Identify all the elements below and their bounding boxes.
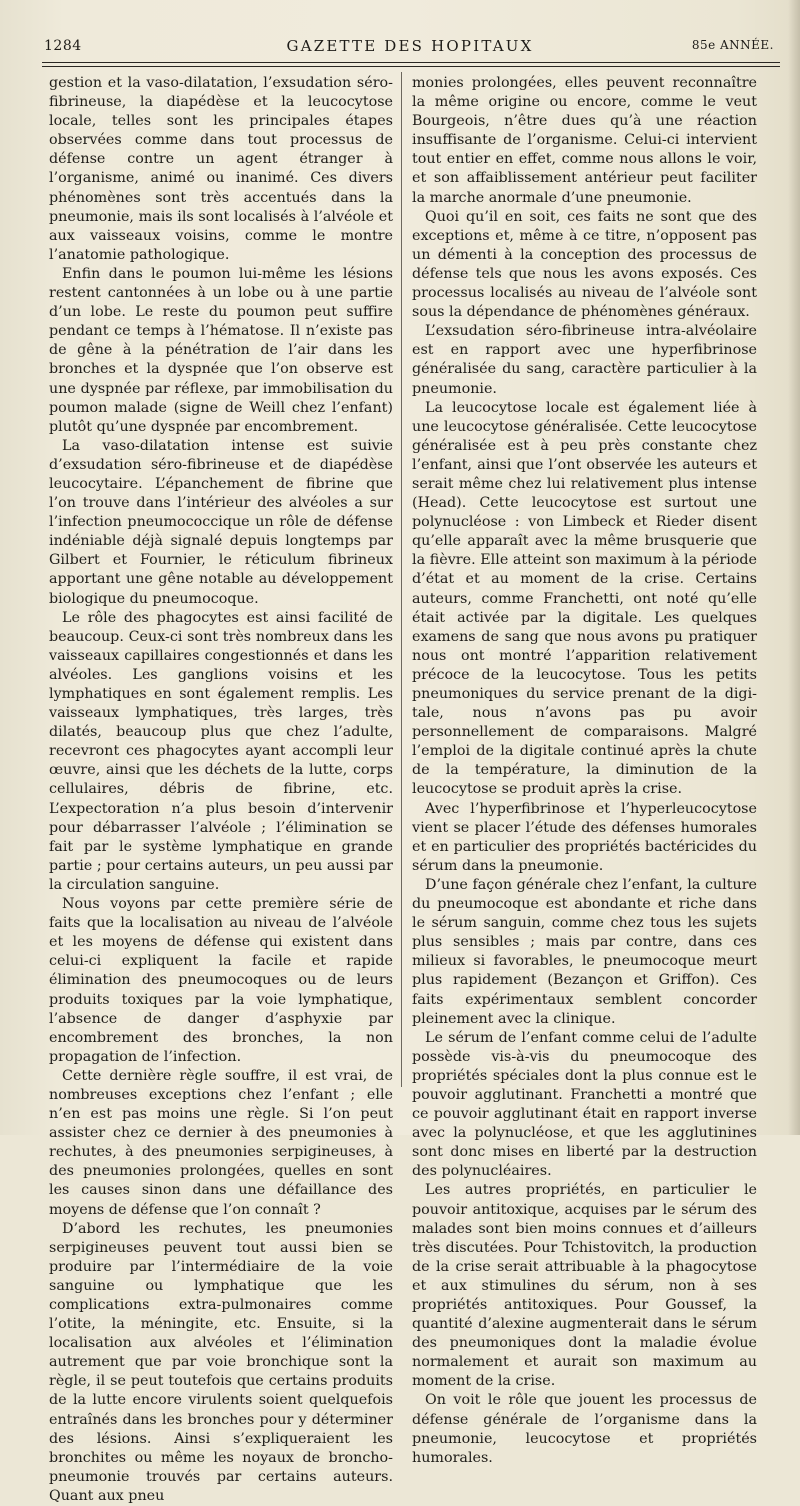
right-column [412,74,757,1468]
year-label: 85e ANNÉE. [691,38,774,52]
paragraph: La leucocytose locale est également liée à une leucocytose généralisée. Cette leucocytose généralisée est à peu près constante chez l’enfant, ainsi que l’ont observée les auteurs et serait même chez lui relativement plus intense (Head). Cette leucocytose est surtout une polynucléose : von Limbeck et Rieder disent qu’elle apparaît avec la même brusquerie que la fièvre. Elle atteint son maximum à la période d’état et au moment de la crise. Certains auteurs, comme Franchetti, ont noté qu’elle était activée par la digitale. Les quelques examens de sang que nous avons pu pratiquer nous ont montré l’apparition relativement précoce de la leucocytose. Tous les petits pneumoniques du service prenant de la digitale, nous n’avons pas pu avoir personnellement de comparaisons. Malgré l’emploi de la digitale continué après la chute de la température, la diminution de la leucocytose se produit après la crise. [412,399,757,798]
page-number: 1284 [44,38,82,54]
journal-title: GAZETTE DES HOPITAUX [286,37,534,55]
header-rule-thin [42,66,780,67]
paragraph: Cette dernière règle souffre, il est vrai, de nombreuses exceptions chez l’enfant ; elle n’en est pas moins une règle. Si l’on peut assister chez ce dernier à des pneumonies à rechutes, à des pneumonies serpigineuses, à des pneumonies prolongées, quelles en sont les causes sinon dans une défaillance des moyens de défense que l’on connaît ? [49,1067,393,1218]
paragraph: L’exsudation séro-fibrineuse intra-alvéolaire est en rapport avec une hyperfibrinose généralisée du sang, caractère particulier à la pneumonie. [412,323,757,397]
paragraph: La vaso-dilatation intense est suivie d’exsudation séro-fibrineuse et de diapédèse leucocytaire. L’épanchement de fibrine que l’on trouve dans l’intérieur des alvéoles a sur l’infection pneumococcique un rôle de défense indéniable déjà signalé depuis longtemps par Gilbert et Fournier, le réticulum fibrineux apportant une gêne notable au développement biologique du pneumocoque. [49,437,393,607]
paragraph: D’une façon générale chez l’enfant, la culture du pneumocoque est abondante et riche dans le sérum sanguin, comme chez tous les sujets plus sensibles ; mais par contre, dans ces milieux si favorables, le pneumocoque meurt plus rapidement (Bezançon et Griffon). Ces faits expérimentaux semblent concorder pleinement avec la clinique. [412,876,757,1027]
paragraph: Le sérum de l’enfant comme celui de l’adulte possède vis-à-vis du pneumocoque des propriétés spéciales dont la plus connue est le pouvoir agglutinant. Franchetti a montré que ce pouvoir agglutinant était en rapport inverse avec la polynucléose, et que les agglutinines sont donc mises en liberté par la destruction des polynucléaires. [412,1029,757,1180]
paragraph: D’abord les rechutes, les pneumonies serpigineuses peuvent tout aussi bien se produire par l’intermédiaire de la voie sanguine ou lymphatique que les complications extra-pulmonaires comme l’otite, la méningite, etc. Ensuite, si la localisation aux alvéoles et l’élimination autrement que par voie bronchique sont la règle, il se peut toutefois que certains produits de la lutte encore virulents soient quelquefois entraînés dans les bronches pour y déterminer des lésions. Ainsi s’expliqueraient les bronchites ou même les noyaux de broncho-pneumonie trouvés par certains auteurs. Quant aux pneu [49,1220,393,1504]
page-header [40,34,780,60]
page-edge-shadow [788,0,800,1135]
paragraph: Nous voyons par cette première série de faits que la localisation au niveau de l’alvéole et les moyens de défense qui existent dans celui-ci expliquent la facile et rapide élimination des pneumocoques ou de leurs produits toxiques par la voie lymphatique, l’absence de danger d’asphyxie par encombrement des bronches, la non propagation de l’infection. [49,896,393,1065]
paragraph: Les autres propriétés, en particulier le pouvoir antitoxique, acquises par le sérum des malades sont bien moins connues et d’ailleurs très discutées. Pour Tchistovitch, la production de la crise serait attribuable à la phagocytose et aux stimulines du sérum, non à ses propriétés antitoxiques. Pour Goussef, la quantité d’alexine augmenterait dans le sérum des pneumoniques dont la maladie évolue normalement et aurait son maximum au moment de la crise. [412,1182,757,1390]
paragraph: Enfin dans le poumon lui-même les lésions restent cantonnées à un lobe ou à une partie d’un lobe. Le reste du poumon peut suffire pendant ce temps à l’hématose. Il n’existe pas de gêne à la pénétration de l’air dans les bronches et la dyspnée que l’on observe est une dyspnée par réflexe, par immobilisation du poumon malade (signe de Weill chez l’enfant) plutôt qu’une dyspnée par encombrement. [49,265,393,435]
paragraph: monies prolongées, elles peuvent reconnaître la même origine ou encore, comme le veut Bourgeois, n’être dues qu’à une réaction insuffisante de l’organisme. Celui-ci intervient tout entier en effet, comme nous allons le voir, et son affaiblissement antérieur peut faciliter la marche anormale d’une pneumonie. [412,75,757,206]
left-column [49,74,393,1506]
paragraph: Quoi qu’il en soit, ces faits ne sont que des exceptions et, même à ce titre, n’opposent pas un démenti à la conception des processus de défense tels que nous les avons exposés. Ces processus localisés au niveau de l’alvéole sont sous la dépendance de phénomènes généraux. [412,208,757,321]
paragraph: Le rôle des phagocytes est ainsi facilité de beaucoup. Ceux-ci sont très nombreux dans les vaisseaux capillaires congestionnés et dans les alvéoles. Les ganglions voisins et les lymphatiques en sont également remplis. Les vaisseaux lymphatiques, très larges, très dilatés, beaucoup plus que chez l’adulte, recevront ces phagocytes ayant accompli leur œuvre, ainsi que les déchets de la lutte, corps cellulaires, débris de fibrine, etc. L’expectoration n’a plus besoin d’intervenir pour débarrasser l’alvéole ; l’élimination se fait par le système lymphatique en grande partie ; pour certains auteurs, un peu aussi par la circulation sanguine. [49,609,393,893]
column-divider [401,72,402,1087]
paragraph: gestion et la vaso-dilatation, l’exsudation séro-fibrineuse, la diapédèse et la leucocytose locale, telles sont les principales étapes observées comme dans tout processus de défense contre un agent étranger à l’organisme, animé ou inanimé. Ces divers phénomènes sont très accentués dans la pneumonie, mais ils sont localisés à l’alvéole et aux vaisseaux voisins, comme le montre l’anatomie pathologique. [49,75,393,263]
header-rule [42,62,780,63]
paragraph: Avec l’hyperfibrinose et l’hyperleucocytose vient se placer l’étude des défenses humorales et en particulier des propriétés bactéricides du sérum dans la pneumonie. [412,800,757,874]
paragraph: On voit le rôle que jouent les processus de défense générale de l’organisme dans la pneumonie, leucocytose et propriétés humorales. [412,1392,757,1466]
